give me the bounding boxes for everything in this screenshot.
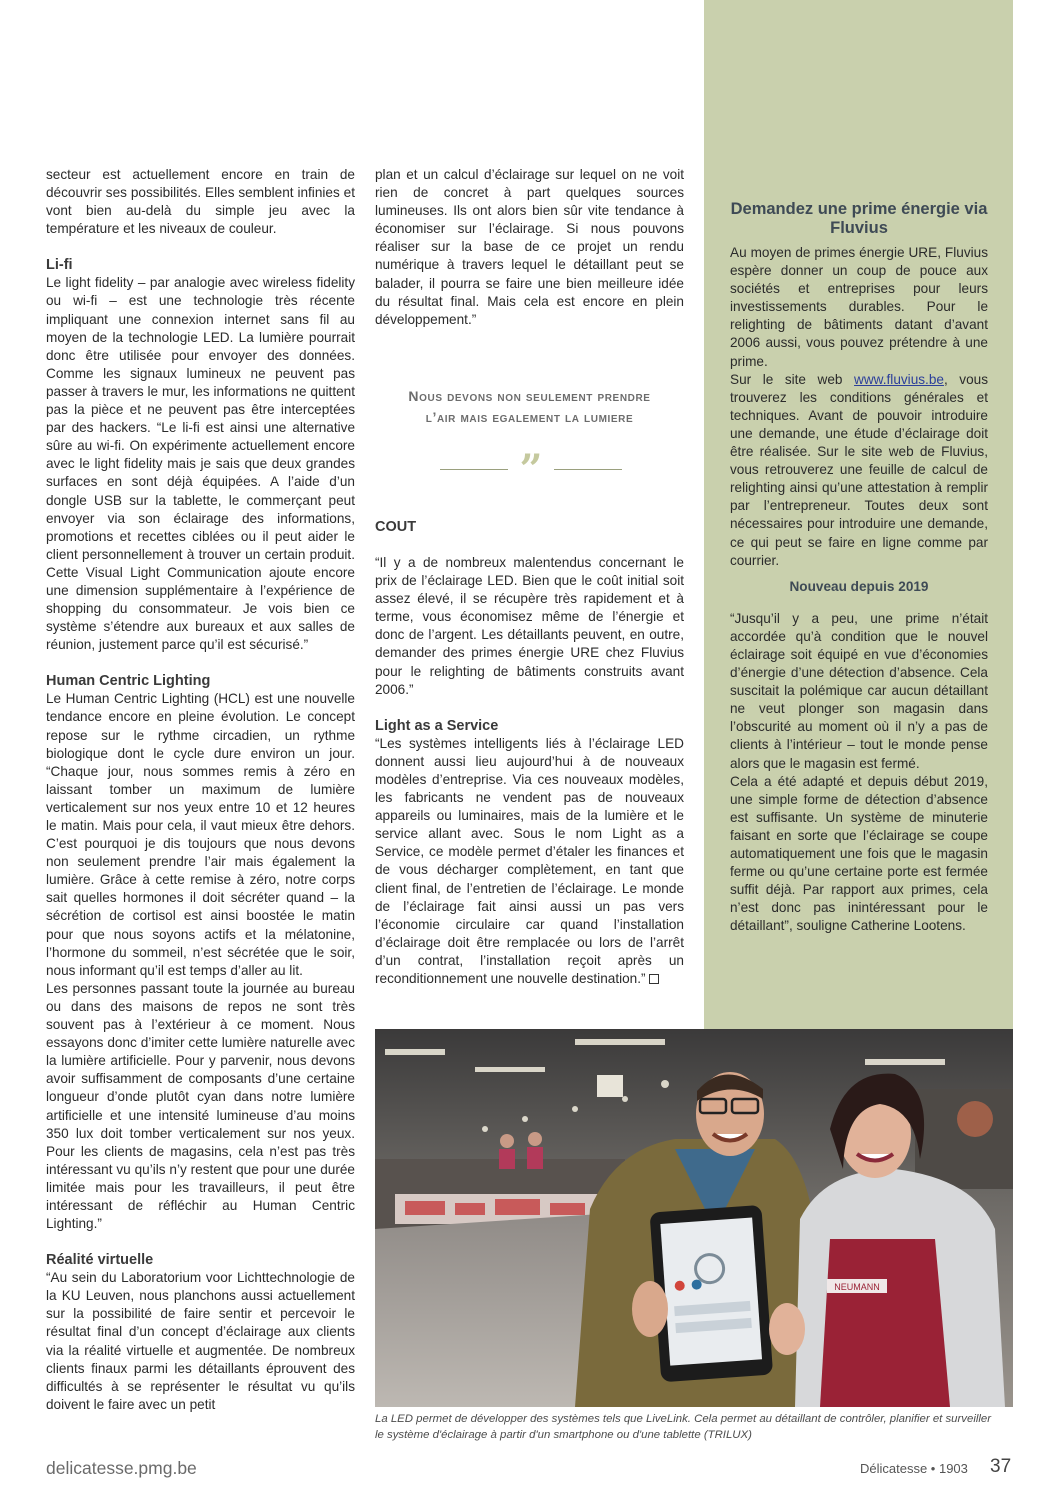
article-photo <box>375 1029 1013 1407</box>
sidebar-subheading: Nouveau depuis 2019 <box>789 578 929 594</box>
sidebar-paragraph-2: Sur le site web www.fluvius.be, vous trouverez les conditions générales et techniques. Avant de pouvoir introduire une demande, une étude d’éclairage doit être réalisée. Sur le site web de Fluvius, vous retrouverez une feuille de calcul de relighting ainsi qu’une attestation à remplir par l’entrepreneur. Toutes deux sont nécessaires pour introduire une demande, ce qui peut se faire en ligne comme par courrier. <box>730 371 988 568</box>
pull-quote <box>375 386 684 428</box>
lifi-heading: Li-fi <box>46 257 73 274</box>
hcl-paragraph: Le Human Centric Lighting (HCL) est une nouvelle tendance encore en pleine évolution. Le concept repose sur le rythme circadien, un rythme biologique dont le cycle dure environ un jour. “Chaque jour, nous sommes remis à zéro en laissant tomber un maximum de lumière verticalement sur nos yeux entre 10 et 12 heures le matin. Mais pour cela, il vaut mieux être dehors. C’est pourquoi je dis toujours que nous devons non seulement prendre l’air mais également la lumière. Grâce à cette remise à zéro, notre corps sait quelles hormones il doit sécréter quand – la sécrétion de cortisol est ainsi boostée le matin pour que nous soyons actifs et la mélatonine, l’hormone du sommeil, n’est sécrétée que le soir, nous informant qu’il est temps d’aller au lit. <box>46 691 355 978</box>
ornament-rule-right <box>554 469 622 470</box>
pull-quote-line-1: Nous devons non seulement prendre <box>408 388 651 404</box>
lifi-paragraph: Le light fidelity – par analogie avec wireless fidelity ou wi-fi – est une technologie très récente impliquant une connexion internet sans fil au moyen de la technologie LED. La lumière pourrait donc être utilisée pour envoyer des données. Comme les signaux lumineux ne peuvent pas passer à travers le mur, les informations ne quittent pas la pièce et ne peuvent pas être interceptées par des hackers. “Le li-fi est ainsi une alternative sûre au wi-fi. On expérimente actuellement encore avec le light fidelity mais je sais que deux grandes surfaces en sont déjà équipées. A l’aide d’un dongle USB sur la tablette, le commerçant peut envoyer via son éclairage des informations, promotions et recettes ciblées ou il peut aider le client personnellement à trouver un certain produit. Cette Visual Light Communication ajoute encore une dimension supplémentaire à l’expérience de shopping du consommateur. Je vois bien ce système s’étendre aux bureaux et aux salles de réunion, justement parce qu’il est sécurisé.” <box>46 275 355 653</box>
hcl-paragraph-2: Les personnes passant toute la journée au bureau ou dans des maisons de repos ne sont très souvent pas à l’extérieur à ce moment. Nous essayons donc d’imiter cette lumière naturelle avec la lumière artificielle. Pour y parvenir, nous devons avoir suffisamment de composants d’une certaine longueur d’onde plutôt cyan dans notre lumière artificielle et une intensité lumineuse d’au moins 350 lux doit tomber verticalement sur nos yeux. Pour les clients de magasins, cela n’est pas très intéressant vu qu’ils n’y restent que pour une durée limitée mais pour les travailleurs, il peut être intéressant de réfléchir au Human Centric Lighting.” <box>46 980 355 1232</box>
column-middle <box>375 166 684 329</box>
apron-label: NEUMANN <box>834 1282 880 1292</box>
fluvius-link[interactable]: www.fluvius.be <box>854 371 944 387</box>
quote-mark-icon: ” <box>519 446 543 493</box>
end-of-article-icon <box>649 974 659 984</box>
intro-paragraph: secteur est actuellement encore en train de découvrir ses possibilités. Elles semblent infinies et vont bien au-delà du simple jeu avec la température et les niveaux de couleur. <box>46 167 355 237</box>
quote-ornament <box>440 446 622 493</box>
hcl-heading: Human Centric Lighting <box>46 673 211 690</box>
cout-paragraph: “Il y a de nombreux malentendus concernant le prix de l’éclairage LED. Bien que le coût initial soit assez élevé, il se récupère très rapidement et à terme, vous économisez même de l’énergie et donc de l’argent. Les détaillants peuvent, en outre, demander des primes énergie URE chez Fluvius pour le relighting de bâtiments construits avant 2006.” <box>375 555 684 697</box>
pull-quote-line-2: l’air mais egalement la lumiere <box>425 409 634 425</box>
laas-paragraph: “Les systèmes intelligents liés à l’éclairage LED donnent aussi lieu aujourd’hui à de nouveaux modèles d’entreprise. Via ces nouveaux modèles, les fabricants ne vendent pas de nouveaux appareils ou luminaires, mais de la lumière et le service allant avec. Sous le nom Light as a Service, ce modèle permet d’étaler les finances et de vous décharger complètement, en tant que client final, de l’entretien de l’éclairage. Le monde de l’éclairage fait ainsi aussi un pas vers l’économie circulaire car quand l’installation d’éclairage doit être remplacée ou lors de l’arrêt d’un contrat, l’installation reçoit après un reconditionnement une nouvelle destination.” <box>375 735 684 986</box>
sidebar-box <box>730 200 988 935</box>
footer-website[interactable]: delicatesse.pmg.be <box>46 1458 197 1478</box>
sidebar-paragraph-3: “Jusqu’il y a peu, une prime n’était accordée qu’à condition que le nouvel éclairage soit équipé en vue d’économies d’énergie d’une détection d’absence. Cela suscitait la polémique car aucun détaillant ne veut plonger son magasin dans l’obscurité au moment où il n’y a pas de clients à l’intérieur – tout le monde pense alors que le magasin est fermé. <box>730 610 988 771</box>
footer-magazine-issue: Délicatesse • 1903 <box>860 1461 968 1476</box>
store-photo-illustration <box>375 1029 1013 1407</box>
cout-heading: COUT <box>375 519 417 535</box>
page-number: 37 <box>990 1456 1012 1477</box>
vr-paragraph: “Au sein du Laboratorium voor Lichttechnologie de la KU Leuven, nous planchons aussi actuellement sur la possibilité de faire sentir et percevoir le résultat final d’un concept d’éclairage aux clients via la réalité virtuelle et augmentée. De nombreux clients finaux parmi les détaillants éprouvent des difficultés à se représenter le résultat vu qu’ils doivent le faire avec un petit <box>46 1270 355 1412</box>
ornament-rule-left <box>440 469 508 470</box>
vr-heading: Réalité virtuelle <box>46 1252 154 1269</box>
column-middle-lower <box>375 518 684 988</box>
column-left <box>46 166 355 1414</box>
vr-continued-paragraph: plan et un calcul d’éclairage sur lequel on ne voit rien de concret à part quelques sources lumineuses. Ils ont alors bien sûr vite tendance à économiser sur l’éclairage. Si nous pouvons réaliser sur la base de ce projet un rendu numérique à travers lequel le détaillant peut se balader, il pourra se faire une bien meilleure idée du résultat final. Mais cela est encore en plein développement.” <box>375 167 684 327</box>
sidebar-title: Demandez une prime énergie via Fluvius <box>730 200 988 237</box>
sidebar-paragraph-4: Cela a été adapté et depuis début 2019, une simple forme de détection d’absence est suffisante. Un système de minuterie faisant en sorte que l’éclairage se coupe automatiquement une fois que le magasin ferme ou qu’une certaine porte est fermée suffit déjà. Par rapport aux primes, cela n’est donc pas inintéressant pour le détaillant”, souligne Catherine Lootens. <box>730 773 988 934</box>
laas-heading: Light as a Service <box>375 717 499 734</box>
sidebar-paragraph-1: Au moyen de primes énergie URE, Fluvius espère donner un coup de pouce aux sociétés et entreprises pour leurs investissements durables. Pour le relighting de bâtiments datant d’avant 2006 aussi, vous pouvez prétendre à une prime. <box>730 245 988 369</box>
photo-caption: La LED permet de développer des systèmes tels que LiveLink. Cela permet au détaillant de contrôler, planifier et surveiller le système d'éclairage à partir d'un smartphone ou d'une tablette (TRILUX) <box>375 1413 992 1441</box>
